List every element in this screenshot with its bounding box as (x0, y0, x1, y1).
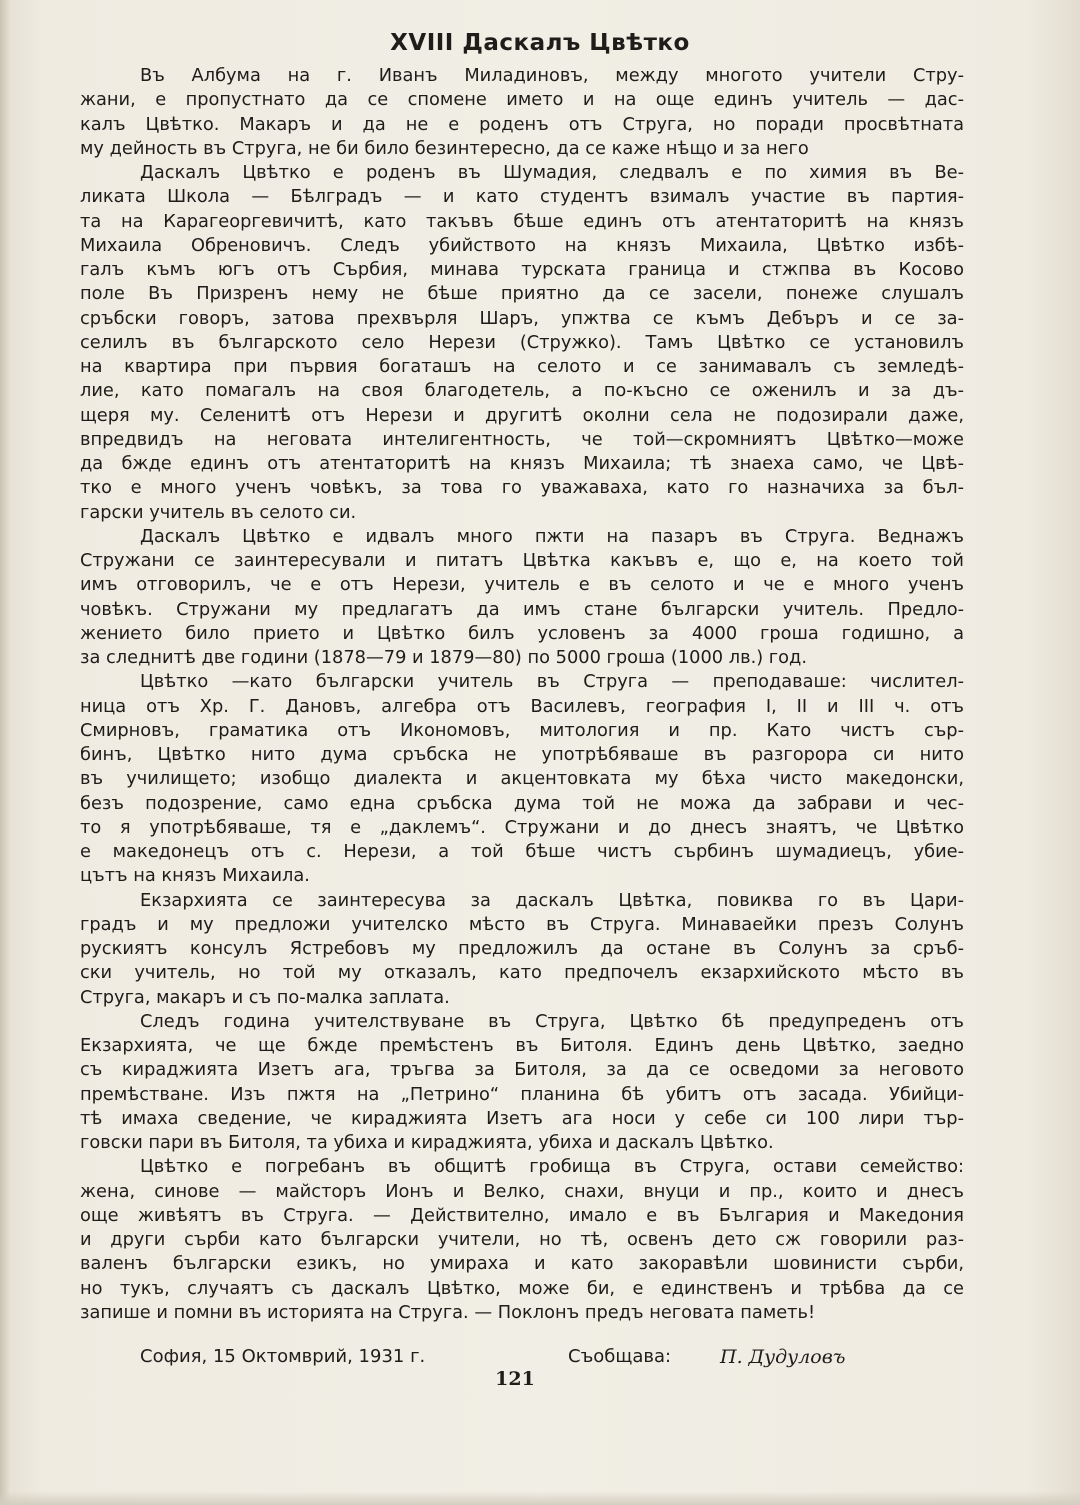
text-line: Даскалъ Цвѣтко е идвалъ много пжти на пазаръ въ Струга. Веднажъ (140, 525, 964, 547)
text-line: ликата Школа — Бѣлградъ — и като студентъ взималъ участие въ партия- (80, 186, 964, 208)
text-line: Михаила Обреновичъ. Следъ убийството на князъ Михаила, Цвѣтко избѣ- (80, 234, 964, 256)
text-line: поле Въ Призренъ нему не бѣше приятно да се засели, понеже слушалъ (80, 283, 964, 305)
text-line: да бжде единъ отъ атентаторитѣ на князъ Михаила; тѣ знаеха само, че Цвѣ- (80, 453, 964, 474)
text-line: жани, е пропустнато да се спомене името и на още единъ учитель — дас- (80, 89, 964, 111)
text-line: впредвидъ на неговата интелигентность, че той—скромниятъ Цвѣтко—може (80, 428, 964, 450)
text-line: жена, синове — майсторъ Ионъ и Велко, снахи, внуци и пр., които и днесъ (80, 1180, 964, 1202)
text-line: тко е много ученъ човѣкъ, за това го уважаваха, като го назначиха за бъл- (80, 477, 964, 499)
article-body (80, 64, 964, 1325)
text-line: то я употрѣбяваше, тя е „даклемъ“. Стружани и до днесъ знаятъ, че Цвѣтко (80, 816, 964, 838)
text-line: Стружани се заинтересували и питатъ Цвѣтка какъвъ е, що е, на което той (80, 550, 964, 571)
text-line: сръбски говоръ, затова прехвърля Шаръ, упжтва се къмъ Дебъръ и се за- (80, 307, 964, 329)
page-number: 121 (495, 1368, 535, 1390)
text-line: щеря му. Селенитѣ отъ Нерези и другитѣ околни села не подозирали даже, (80, 404, 964, 426)
paragraph (80, 1010, 964, 1156)
paragraph (80, 889, 964, 1010)
paragraph (80, 64, 964, 161)
text-line: говски пари въ Битоля, та убиха и кираджията, убиха и даскалъ Цвѣтко. (80, 1132, 774, 1153)
paragraph (80, 161, 964, 525)
paragraph (80, 670, 964, 888)
text-line: човѣкъ. Стружани му предлагатъ да имъ стане български учитель. Предло- (80, 598, 964, 620)
paragraph (80, 525, 964, 671)
text-line: му дейность въ Струга, не би било безинтересно, да се каже нѣщо и за него (80, 137, 809, 159)
text-line: запише и помни въ историята на Струга. — Поклонъ предъ неговата паметь! (80, 1301, 816, 1323)
text-line: Смирновъ, граматика отъ Икономовъ, митология и пр. Като чистъ сър- (80, 719, 964, 741)
signature-block (140, 1346, 900, 1370)
text-line: бинъ, Цвѣтко нито дума сръбска не употрѣбяваше въ разгорора си нито (80, 744, 964, 765)
text-line: Цвѣтко —като български учитель въ Струга — преподаваше: числител- (140, 671, 964, 693)
text-line: Екзархията се заинтересува за даскалъ Цвѣтка, повиква го въ Цари- (140, 889, 964, 911)
text-line: и други сърби като български учители, но тѣ, освенъ дето сж говорили раз- (80, 1229, 964, 1250)
text-line: ница отъ Хр. Г. Дановъ, алгебра отъ Василевъ, география I, II и III ч. отъ (80, 695, 964, 717)
text-line: селилъ въ българското село Нерези (Стружко). Тамъ Цвѣтко се установилъ (80, 331, 964, 353)
text-line: съ кираджията Изетъ ага, тръгва за Битоля, за да се осведоми за неговото (80, 1059, 964, 1081)
text-line: валенъ български езикъ, но умираха и като закоравѣли шовинисти сърби, (80, 1253, 964, 1275)
text-line: още живѣятъ въ Струга. — Действително, имало е въ България и Македония (80, 1204, 964, 1226)
text-line: безъ подозрение, само една сръбска дума той не можа да забрави и чес- (80, 792, 964, 814)
text-line: е македонецъ отъ с. Нерези, а той бѣше чистъ сърбинъ шумадиецъ, убие- (80, 841, 964, 862)
text-line: та на Карагеоргевичитѣ, като такъвъ бѣше единъ отъ атентаторитѣ на князъ (80, 210, 964, 232)
text-line: калъ Цвѣтко. Макаръ и да не е роденъ отъ Струга, но поради просвѣтната (80, 113, 964, 135)
text-line: Въ Албума на г. Иванъ Миладиновъ, между многото учители Стру- (140, 65, 964, 86)
signature-author: П. Дудуловъ (720, 1346, 846, 1368)
page-bottom-shadow (0, 1491, 1080, 1505)
text-line: лие, като помагалъ на своя благодетель, а по-късно се оженилъ и за дъ- (80, 380, 964, 402)
article-title: XVIII Даскалъ Цвѣтко (390, 30, 690, 56)
text-line: Струга, макаръ и съ по-малка заплата. (80, 986, 450, 1008)
text-line: жението било прието и Цвѣтко билъ условенъ за 4000 гроша годишно, а (80, 622, 964, 644)
text-line: премѣстване. Изъ пжтя на „Петрино“ планина бѣ убитъ отъ засада. Убийци- (80, 1083, 964, 1105)
paragraph (80, 1155, 964, 1325)
text-line: гарски учитель въ селото си. (80, 501, 357, 523)
text-line: въ училището; изобщо диалекта и акцентовката му бѣха чисто македонски, (80, 768, 964, 790)
page-edge-shadow (0, 0, 10, 1505)
text-line: за следнитѣ две години (1878—79 и 1879—80) по 5000 гроша (1000 лв.) год. (80, 647, 807, 668)
text-line: цътъ на князъ Михаила. (80, 865, 310, 887)
text-line: галъ къмъ югъ отъ Сърбия, минава турската граница и стжпва въ Косово (80, 259, 964, 280)
text-line: на квартира при първия богаташъ на селото и се занимавалъ съ земледѣ- (80, 356, 964, 377)
text-line: Екзархията, че ще бжде премѣстенъ въ Битоля. Единъ день Цвѣтко, заедно (80, 1035, 964, 1056)
text-line: Следъ година учителствуване въ Струга, Цвѣтко бѣ предупреденъ отъ (140, 1010, 964, 1032)
text-line: Даскалъ Цвѣтко е роденъ въ Шумадия, следвалъ е по химия въ Ве- (140, 162, 964, 183)
text-line: ски учитель, но той му отказалъ, като предпочелъ екзархийското мѣсто въ (80, 962, 964, 984)
text-line: Цвѣтко е погребанъ въ общитѣ гробища въ Струга, остави семейство: (140, 1156, 964, 1178)
signature-place-date: София, 15 Октомврий, 1931 г. (140, 1346, 426, 1367)
text-line: рускиятъ консулъ Ястребовъ му предложилъ да остане въ Солунъ за сръб- (80, 938, 964, 959)
text-line: градъ и му предложи учителско мѣсто въ Струга. Минаваейки презъ Солунъ (80, 913, 964, 935)
text-line: имъ отговорилъ, че е отъ Нерези, учитель е въ селото и че е много ученъ (80, 574, 964, 596)
signature-label: Съобщава: (568, 1346, 672, 1367)
text-line: тѣ имаха сведение, че кираджията Изетъ ага носи у себе си 100 лири тър- (80, 1107, 964, 1129)
text-line: но тукъ, случаятъ съ даскалъ Цвѣтко, може би, е единственъ и трѣбва да се (80, 1277, 964, 1299)
